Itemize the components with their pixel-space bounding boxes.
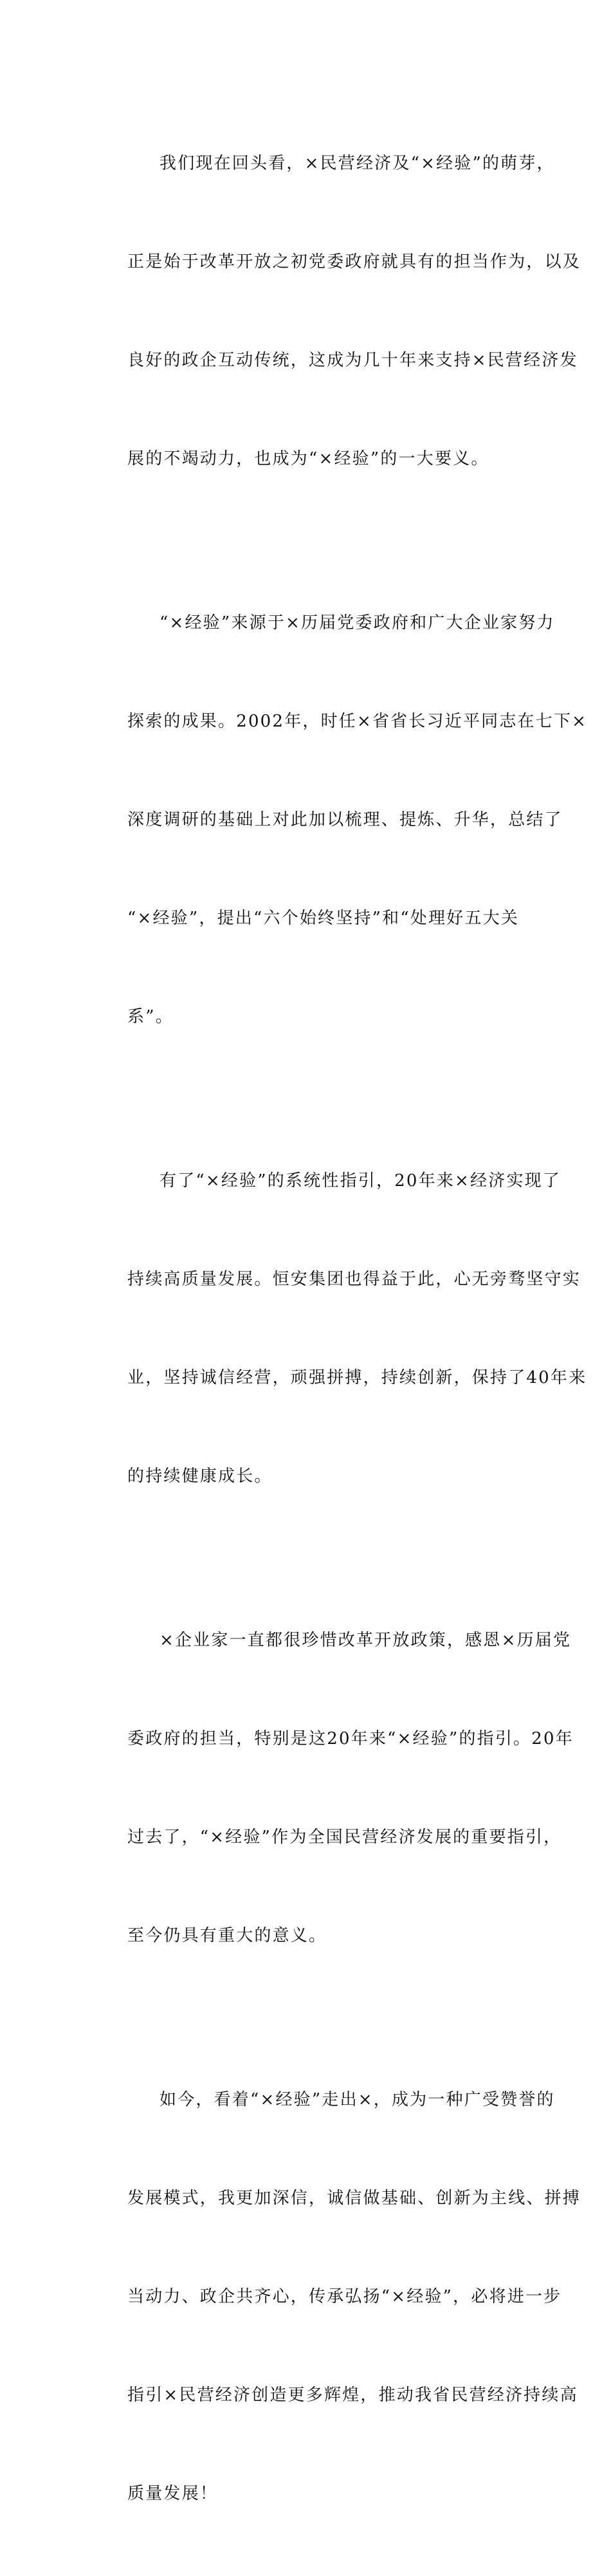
- text-line: 如今，看着“×经验”走出×，成为一种广受赞誉的: [160, 2090, 555, 2109]
- text-line: ×企业家一直都很珍惜改革开放政策，感恩×历届党: [160, 1631, 572, 1650]
- text-line: 质量发展！: [127, 2484, 219, 2503]
- text-line: 正是始于改革开放之初党委政府就具有的担当作为，以及: [127, 252, 581, 272]
- text-line: 良好的政企互动传统，这成为几十年来支持×民营经济发: [127, 351, 578, 370]
- text-line: 的持续健康成长。: [127, 1467, 273, 1486]
- text-line: 我们现在回头看，×民营经济及“×经验”的萌芽，: [160, 154, 555, 173]
- text-line: 深度调研的基础上对此加以梳理、提炼、升华，总结了: [127, 810, 563, 829]
- text-line: “×经验”，提出“六个始终坚持”和“处理好五大关: [127, 909, 520, 928]
- text-line: 指引×民营经济创造更多辉煌，推动我省民营经济持续高: [127, 2386, 578, 2405]
- paragraph-4: [94, 1559, 574, 2018]
- text-line: 业，坚持诚信经营，顽强拼搏，持续创新，保持了40年来: [127, 1368, 587, 1387]
- text-line: 持续高质量发展。恒安集团也得益于此，心无旁骛坚守实: [127, 1270, 581, 1289]
- paragraph-1: [94, 82, 581, 541]
- text-line: 过去了，“×经验”作为全国民营经济发展的重要指引，: [127, 1828, 562, 1847]
- text-line: 发展模式，我更加深信，诚信做基础、创新为主线、拼搏: [127, 2189, 581, 2208]
- document-body: [94, 82, 588, 2576]
- text-line: 当动力、政企共齐心，传承弘扬“×经验”，必将进一步: [127, 2287, 562, 2306]
- text-line: 展的不竭动力，也成为“×经验”的一大要义。: [127, 449, 489, 468]
- text-line: 有了“×经验”的系统性指引，20年来×经济实现了: [160, 1171, 561, 1191]
- text-line: 至今仍具有重大的意义。: [127, 1926, 327, 1945]
- text-line: 委政府的担当，特别是这20年来“×经验”的指引。20年: [127, 1729, 574, 1748]
- text-line: “×经验”来源于×历届党委政府和广大企业家努力: [160, 613, 555, 633]
- paragraph-2: [94, 541, 588, 1099]
- paragraph-3: [94, 1099, 587, 1559]
- text-line: 系”。: [127, 1007, 174, 1026]
- paragraph-5: [94, 2018, 581, 2576]
- text-line: 探索的成果。2002年，时任×省省长习近平同志在七下×: [127, 712, 588, 731]
